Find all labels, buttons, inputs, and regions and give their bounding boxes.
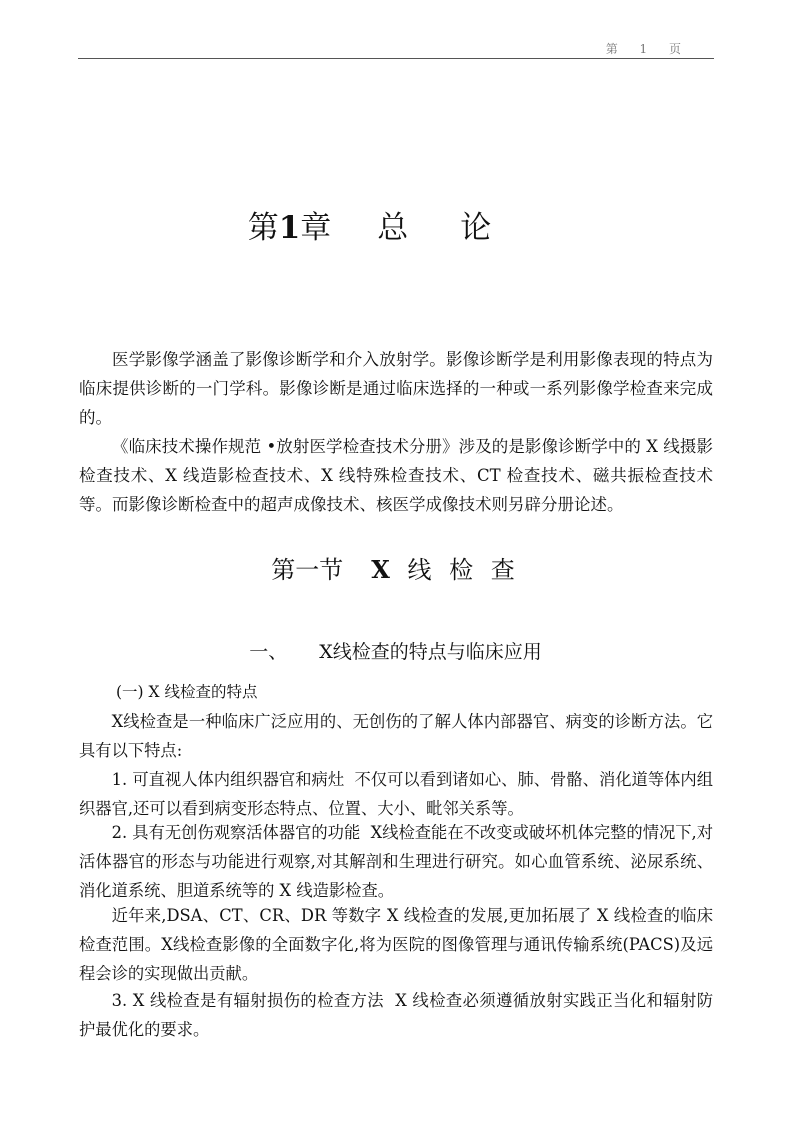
list-item-3-text: X 线检查必须遵循放射实践正当化和辐射防护最优化的要求。 [79, 991, 713, 1039]
list-item-2-title: 2. 具有无创伤观察活体器官的功能 [111, 823, 361, 842]
page-number: 第 1 页 [605, 42, 690, 56]
list-item-1-text: 不仅可以看到诸如心、肺、骨骼、消化道等体内组织器官,还可以看到病变形态特点、位置、大小、毗邻关系等。 [79, 770, 713, 818]
list-item-3 [79, 986, 713, 1044]
body-paragraph-2: 近年来,DSA、CT、CR、DR 等数字 X 线检查的发展,更加拓展了 X 线检查的临床检查范围。X线检查影像的全面数字化,将为医院的图像管理与通讯传输系统(PACS)及远程会诊的实现做出贡献。 [79, 906, 713, 983]
section-title-rest: 线 检 查 [407, 556, 520, 584]
subsection-title: X线检查的特点与临床应用 [319, 641, 542, 663]
list-item-3-title: 3. X 线检查是有辐射损伤的检查方法 [111, 991, 385, 1010]
chapter-title [0, 202, 791, 247]
section-title-x: X [371, 555, 395, 584]
list-item-1-title: 1. 可直视人体内组织器官和病灶 [111, 770, 345, 789]
list-item-2 [79, 818, 713, 905]
list-item-2-text: X线检查能在不改变或破坏机体完整的情况下,对活体器官的形态与功能进行观察,对其解剖和生理进行研究。如心血管系统、泌尿系统、消化道系统、胆道系统等的 X 线造影检查。 [79, 823, 714, 900]
intro-paragraph-2: 《临床技术操作规范 •放射医学检查技术分册》涉及的是影像诊断学中的 X 线摄影检查技术、X 线造影检查技术、X 线特殊检查技术、CT 检查技术、磁共振检查技术等。而影像诊断检查中的超声成像技术、核医学成像技术则另辟分册论述。 [79, 437, 713, 514]
section-label: 第一节 [271, 556, 344, 584]
subsection-number: 一、 [249, 641, 288, 663]
list-item-1 [79, 765, 713, 823]
subsection-heading [0, 637, 791, 664]
page-header [78, 38, 714, 59]
chapter-unit: 章 [300, 210, 332, 246]
subsubsection-heading: (一) X 线检查的特点 [116, 683, 258, 701]
chapter-name: 总论 [377, 210, 544, 246]
intro-paragraph-1: 医学影像学涵盖了影像诊断学和介入放射学。影像诊断学是利用影像表现的特点为临床提供诊断的一门学科。影像诊断是通过临床选择的一种或一系列影像学检查来完成的。 [79, 350, 713, 427]
body-paragraph-1: X线检查是一种临床广泛应用的、无创伤的了解人体内部器官、病变的诊断方法。它具有以下特点: [79, 712, 713, 760]
section-heading [0, 550, 791, 585]
chapter-number: 1 [278, 210, 301, 246]
chapter-label: 第 [247, 210, 279, 246]
